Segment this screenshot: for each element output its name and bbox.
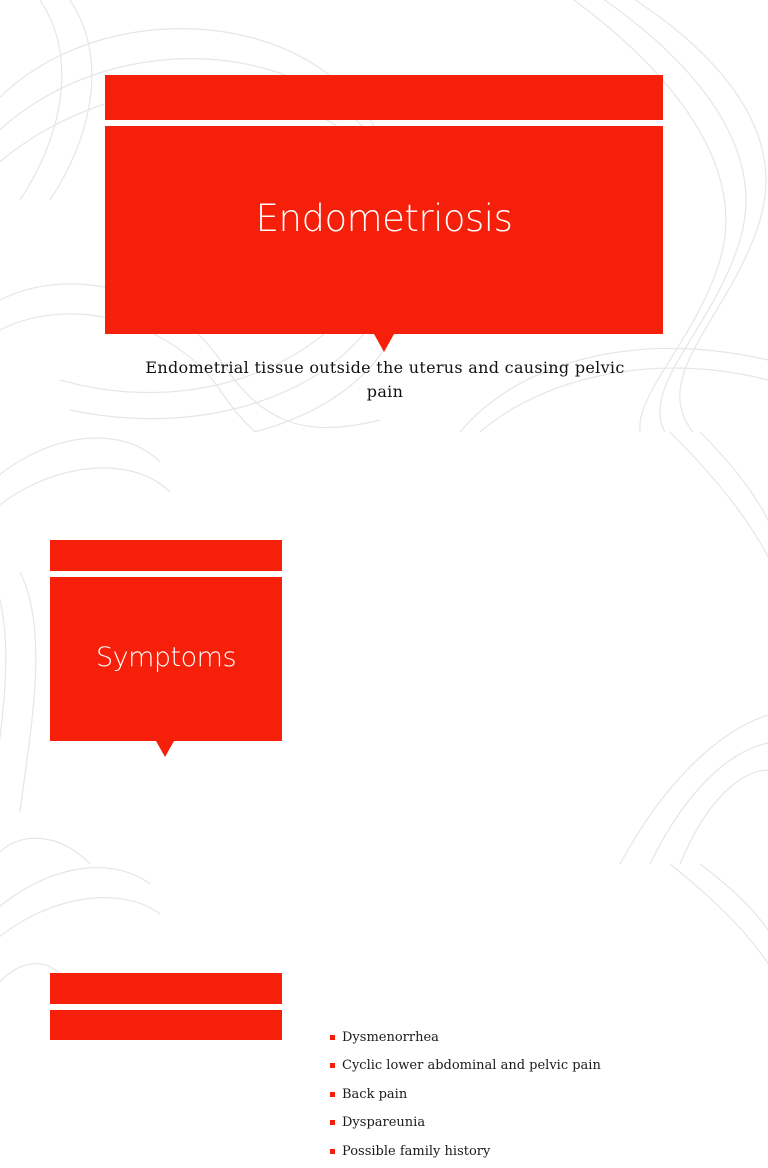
list-item bbox=[330, 1025, 601, 1054]
bullet-square-icon bbox=[330, 1035, 335, 1040]
title-box bbox=[50, 577, 282, 741]
title-box bbox=[105, 126, 663, 334]
title-pointer bbox=[374, 334, 394, 352]
slide-1 bbox=[0, 0, 768, 432]
list-item-text: Dyspareunia bbox=[342, 1115, 426, 1131]
slide-title: Symptoms bbox=[95, 642, 237, 673]
list-item bbox=[330, 1110, 601, 1139]
list-item-text: Dysmenorrhea bbox=[342, 1029, 439, 1045]
slide-2 bbox=[0, 432, 768, 1159]
list-item bbox=[330, 1053, 601, 1082]
slide-3 bbox=[0, 864, 768, 1024]
title-band bbox=[50, 540, 282, 571]
list-item bbox=[330, 1139, 601, 1168]
bullet-square-icon bbox=[330, 1149, 335, 1154]
list-item-text: Back pain bbox=[342, 1086, 408, 1102]
bullet-square-icon bbox=[330, 1120, 335, 1125]
bullet-square-icon bbox=[330, 1092, 335, 1097]
title-band bbox=[105, 75, 663, 120]
list-item bbox=[330, 1082, 601, 1111]
list-item-text: Possible family history bbox=[342, 1143, 491, 1159]
slide-subtitle: Endometrial tissue outside the uterus and causing pelvic pain bbox=[145, 358, 625, 401]
bullet-square-icon bbox=[330, 1063, 335, 1068]
list-item-text: Cyclic lower abdominal and pelvic pain bbox=[342, 1058, 601, 1074]
title-pointer bbox=[156, 741, 174, 757]
title-band bbox=[50, 973, 282, 1004]
title-box bbox=[50, 1010, 282, 1040]
slide-title: Endometriosis bbox=[255, 197, 513, 240]
